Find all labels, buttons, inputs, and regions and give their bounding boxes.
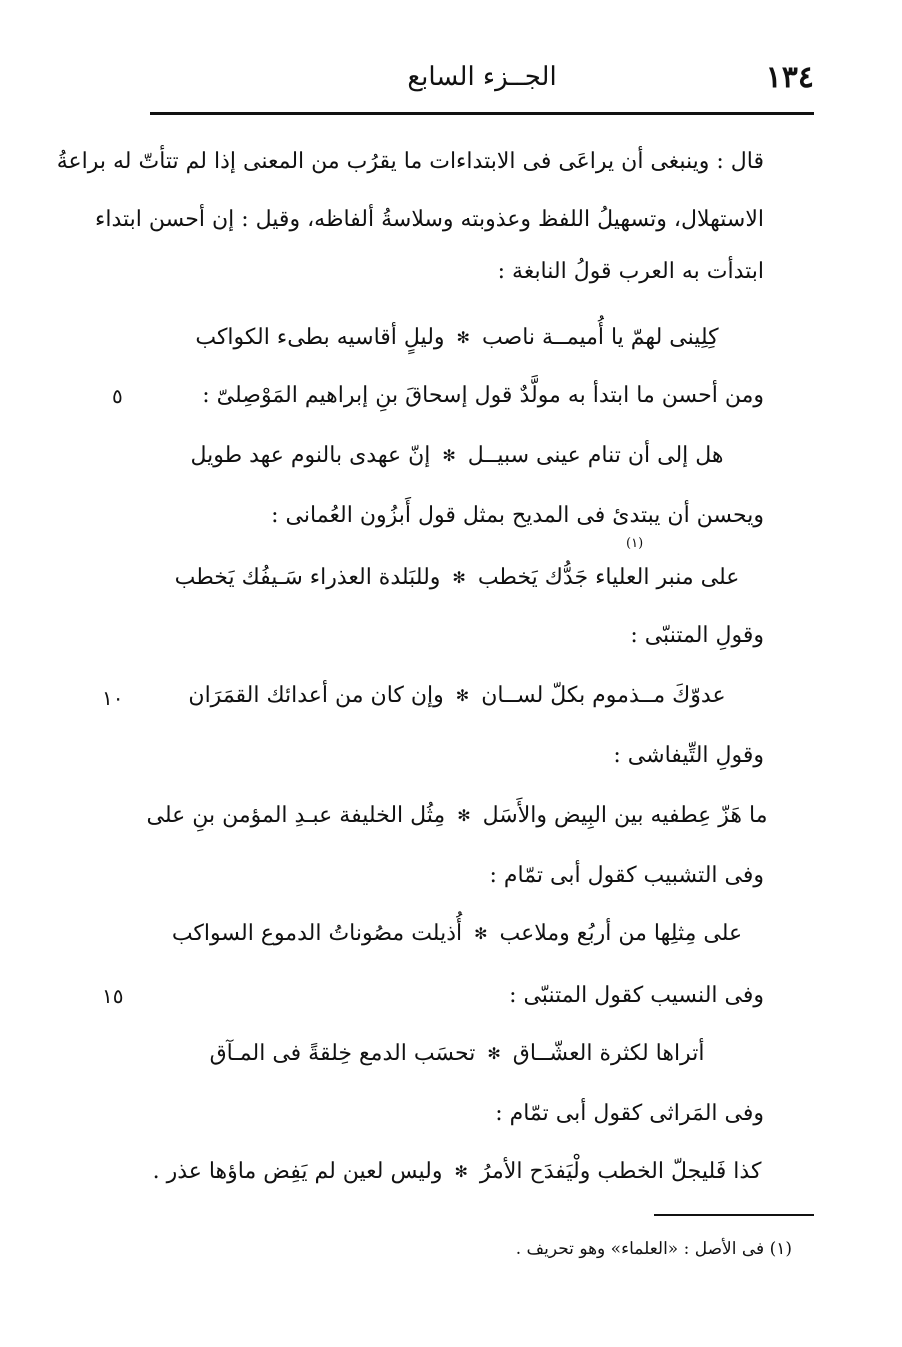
verse-first-hemistich: كِلِينى لهمّ يا أُميمــة ناصب [481,325,719,350]
footnote-rule [654,1214,814,1216]
intro-line: ويحسن أن يبتدئ فى المديح بمثل قول أَبزُون العُمانى : [271,503,764,528]
verse-separator-icon: ✻ [487,1044,501,1063]
verse-line [150,562,764,594]
verse-line [146,800,768,832]
verse-second-hemistich: تحسَب الدمع خِلقةً فى المـآق [209,1041,476,1066]
footnote: (١) فى الأصل : «العلماء» وهو تحريف . [515,1239,792,1259]
running-head: الجــزء السابع [407,62,557,92]
prose-line: ابتدأت به العرب قولُ النابغة : [497,259,764,284]
verse-first-hemistich: أتراها لكثرة العشّــاق [512,1041,705,1066]
intro-line: وقولِ التِّيفاشى : [613,743,764,768]
intro-line: وفى المَراثى كقول أبى تمّام : [495,1101,764,1126]
verse-line [150,322,764,354]
verse-line [150,440,764,472]
verse-separator-icon: ✻ [452,568,466,587]
verse-line [150,1038,764,1070]
footnote-marker: (١) [626,536,644,551]
page-number: ١٣٤ [765,60,814,95]
verse-second-hemistich: أُذيلت مصُوناتُ الدموع السواكب [171,921,463,946]
line-number: ١٥ [102,984,124,1008]
verse-second-hemistich: إنّ عهدى بالنوم عهد طويل [190,443,431,468]
intro-line: وقولِ المتنبّى : [630,623,764,648]
verse-first-hemistich: ما هَزّ عِطفيه بين البِيض والأَسَل [482,803,768,828]
intro-line: وفى النسيب كقول المتنبّى : [509,983,764,1008]
verse-separator-icon: ✻ [455,686,470,705]
line-number: ١٠ [102,686,124,710]
verse-second-hemistich: وإن كان من أعدائك القمَرَان [188,683,444,708]
page-header [150,58,814,106]
verse-line [150,918,764,950]
intro-line: وفى التشبيب كقول أبى تمّام : [489,863,764,888]
verse-separator-icon: ✻ [457,806,471,825]
verse-first-hemistich: على منبر العلياء جَدُّك يَخطب [477,565,740,590]
line-number: ٥ [112,384,123,408]
verse-line [150,1156,764,1188]
verse-first-hemistich: هل إلى أن تنام عينى سبيــل [467,443,724,468]
prose-line: قال : وينبغى أن يراعَى فى الابتداءات ما يقرُب من المعنى إذا لم تتأتّ له براعةُ [56,149,764,174]
verse-separator-icon: ✻ [442,446,456,465]
prose-line: الاستهلال، وتسهيلُ اللفظ وعذوبته وسلاسةُ ألفاظه، وقيل : إن أحسن ابتداء [95,207,764,232]
verse-second-hemistich: وليس لعين لم يَفِض ماؤها عذر . [152,1159,443,1184]
verse-separator-icon: ✻ [474,924,488,943]
verse-first-hemistich: على مِثلِها من أربُع وملاعب [499,921,743,946]
verse-line [150,680,764,712]
verse-separator-icon: ✻ [456,328,470,347]
verse-separator-icon: ✻ [454,1162,468,1181]
verse-second-hemistich: وليلٍ أقاسيه بطىء الكواكب [195,325,445,350]
intro-line: ومن أحسن ما ابتدأ به مولَّدٌ قول إسحاقَ بنِ إبراهيم المَوْصِلىّ : [202,383,764,408]
verse-first-hemistich: كذا فَليجلّ الخطب ولْيَفدَح الأمرُ [479,1159,762,1184]
verse-second-hemistich: وللبَلدة العذراء سَـيفُك يَخطب [174,565,441,590]
header-rule [150,112,814,115]
verse-first-hemistich: عدوّكَ مــذموم بكلّ لســان [481,683,726,708]
verse-second-hemistich: مِثُل الخليفة عبـدِ المؤمن بنِ على [146,803,446,828]
